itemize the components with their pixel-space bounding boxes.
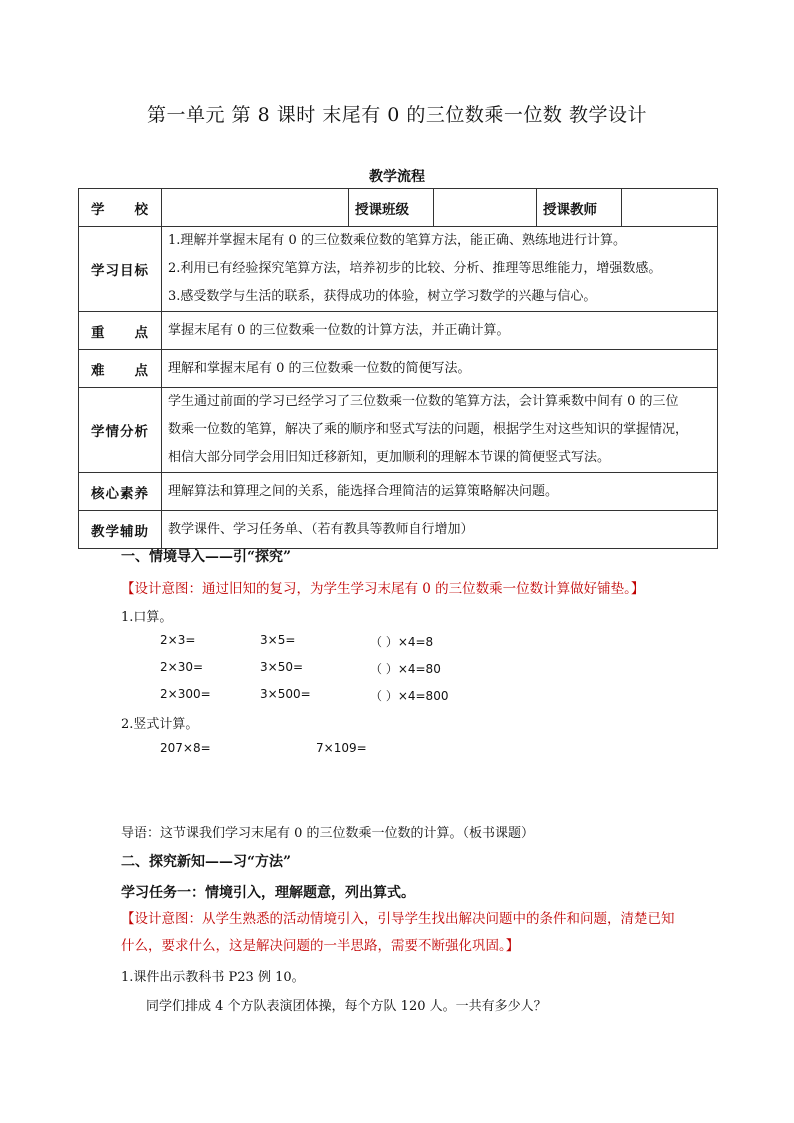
goals-label: 学习目标 xyxy=(79,227,162,312)
problem-text: 同学们排成 4 个方队表演团体操，每个方队 120 人。一共有多少人？ xyxy=(146,999,547,1014)
literacy-label: 核心素养 xyxy=(79,473,162,511)
analysis-cell xyxy=(162,388,718,473)
vertical-item: 7×109= xyxy=(316,741,367,755)
vertical-title: 2.竖式计算。 xyxy=(121,717,199,732)
school-value xyxy=(162,189,349,227)
key-label: 重 点 xyxy=(79,312,162,350)
table-row-goals xyxy=(79,227,718,312)
difficulty-label: 难 点 xyxy=(79,350,162,388)
oral-item: 3×5= xyxy=(260,633,296,647)
goal-item: 1.理解并掌握末尾有 0 的三位数乘位数的笔算方法，能正确、熟练地进行计算。 xyxy=(168,233,626,248)
class-label: 授课班级 xyxy=(349,189,434,227)
flow-title: 教学流程 xyxy=(369,169,425,185)
section2-intent: 【设计意图：从学生熟悉的活动情境引入，引导学生找出解决问题中的条件和问题，清楚已知什么，要求什么，这是解决问题的一半思路，需要不断强化巩固。】 xyxy=(121,911,675,954)
oral-item: 3×500= xyxy=(260,687,311,701)
section1-intent: 【设计意图：通过旧知的复习，为学生学习末尾有 0 的三位数乘一位数计算做好铺垫。】 xyxy=(121,581,645,597)
vertical-item: 207×8= xyxy=(160,741,211,755)
section1-title: 一、情境导入——引“探究” xyxy=(121,549,292,565)
difficulty-value: 理解和掌握末尾有 0 的三位数乘一位数的简便写法。 xyxy=(162,350,718,388)
guide-text: 导语：这节课我们学习末尾有 0 的三位数乘一位数的计算。（板书课题） xyxy=(121,826,535,841)
table-row-analysis xyxy=(79,388,718,473)
table-row-difficulty xyxy=(79,350,718,388)
teacher-value xyxy=(622,189,718,227)
analysis-label: 学情分析 xyxy=(79,388,162,473)
task1-title: 学习任务一：情境引入，理解题意，列出算式。 xyxy=(121,885,415,901)
analysis-line: 学生通过前面的学习已经学习了三位数乘一位数的笔算方法，会计算乘数中间有 0 的三位 xyxy=(168,394,679,409)
table-row-key xyxy=(79,312,718,350)
lesson-info-table xyxy=(78,188,718,549)
table-row-aids xyxy=(79,511,718,549)
analysis-line: 数乘一位数的笔算，解决了乘的顺序和竖式写法的问题，根据学生对这些知识的掌握情况， xyxy=(168,422,689,437)
section2-title: 二、探究新知——习“方法” xyxy=(121,854,292,870)
aids-value: 教学课件、学习任务单、（若有教具等教师自行增加） xyxy=(162,511,718,549)
table-row-school xyxy=(79,189,718,227)
table-row-literacy xyxy=(79,473,718,511)
oral-item: 2×30= xyxy=(160,660,204,674)
oral-item: 2×3= xyxy=(160,633,196,647)
oral-item: 2×300= xyxy=(160,687,211,701)
oral-item: （ ）×4=8 xyxy=(370,635,434,649)
goal-item: 3.感受数学与生活的联系，获得成功的体验，树立学习数学的兴趣与信心。 xyxy=(168,289,597,304)
teacher-label: 授课教师 xyxy=(537,189,622,227)
aids-label: 教学辅助 xyxy=(79,511,162,549)
key-value: 掌握末尾有 0 的三位数乘一位数的计算方法，并正确计算。 xyxy=(162,312,718,350)
class-value xyxy=(434,189,537,227)
oral-title: 1.口算。 xyxy=(121,610,173,625)
analysis-line: 相信大部分同学会用旧知迁移新知，更加顺利的理解本节课的简便竖式写法。 xyxy=(168,450,611,465)
goals-cell xyxy=(162,227,718,312)
document-title: 第一单元 第 8 课时 末尾有 0 的三位数乘一位数 教学设计 xyxy=(147,104,647,126)
oral-item: （ ）×4=800 xyxy=(370,689,449,703)
goal-item: 2.利用已有经验探究笔算方法，培养初步的比较、分析、推理等思维能力，增强数感。 xyxy=(168,261,662,276)
oral-item: 3×50= xyxy=(260,660,304,674)
school-label: 学 校 xyxy=(79,189,162,227)
oral-item: （ ）×4=80 xyxy=(370,662,441,676)
literacy-value: 理解算法和算理之间的关系，能选择合理简洁的运算策略解决问题。 xyxy=(162,473,718,511)
step1-text: 1.课件出示教科书 P23 例 10。 xyxy=(121,970,305,985)
